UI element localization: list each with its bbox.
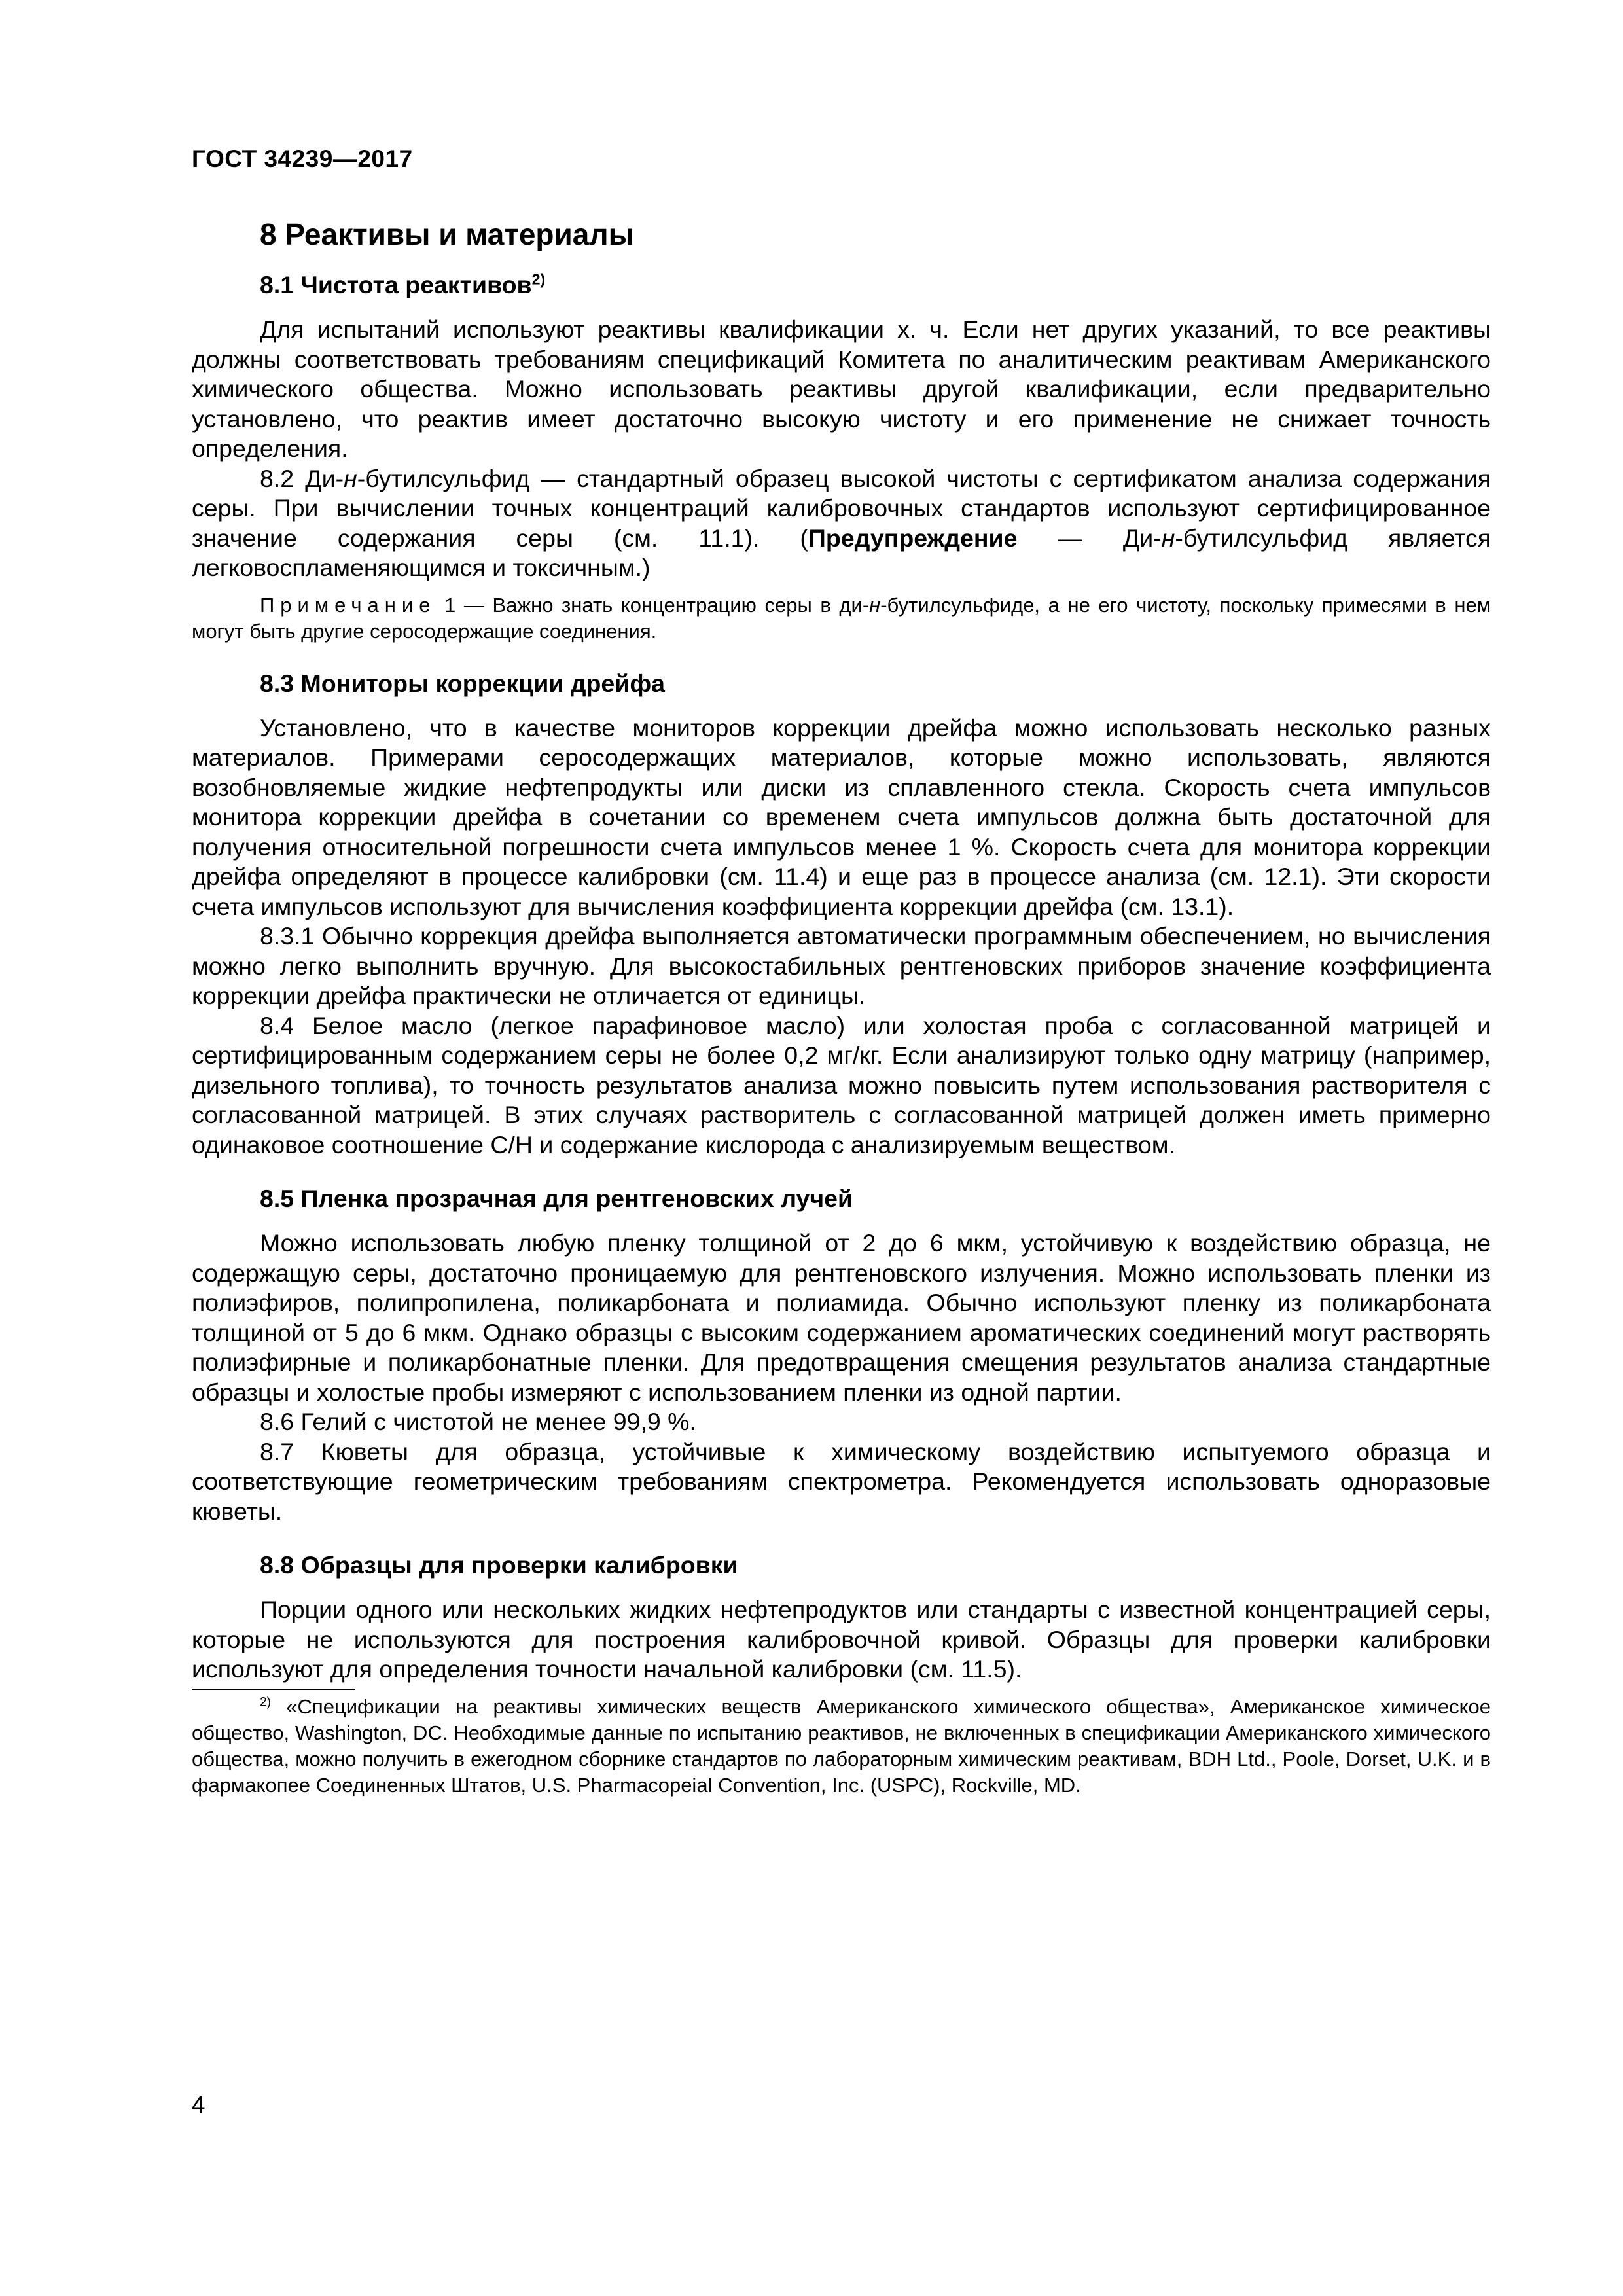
paragraph-8-5: Можно использовать любую пленку толщиной от 2 до 6 мкм, устойчивую к воздействию образца, не содержащую серы, достаточно проницаемую для рентгеновского излучения. Можно использовать пленки из полиэфиров, полипропилена, поликарбоната и полиамида. Обычно используют пленку из поликарбоната толщиной от 5 до 6 мкм. Однако образцы с высоким содержанием ароматических соединений могут растворять полиэфирные и поликарбонатные пленки. Для предотвращения смещения результатов анализа стандартные образцы и холостые пробы измеряют с использованием пленки из одной партии. [192, 1229, 1491, 1406]
footnote-2 [192, 1694, 1491, 1799]
paragraph-8-8: Порции одного или нескольких жидких нефтепродуктов или стандарты с известной концентрацией серы, которые не используются для построения калибровочной кривой. Образцы для проверки калибровки используют для определения точности начальной калибровки (см. 11.5). [192, 1596, 1491, 1683]
footnote-text: «Спецификации на реактивы химических веществ Американского химического общества», Американское химическое общество, Washington, DC. Необходимые данные по испытанию реактивов, не включенных в спецификации Американского химического общества, можно получить в ежегодном сборнике стандартов по лабораторным химическим реактивам, BDH Ltd., Poole, Dorset, U.K. и в фармакопее Соединенных Штатов, U.S. Pharmacopeial Convention, Inc. (USPC), Rockville, MD. [192, 1695, 1491, 1797]
text-fragment: 8.2 Ди- [260, 464, 344, 492]
text-fragment-italic: н [344, 464, 357, 492]
section-title: 8 Реактивы и материалы [260, 217, 634, 251]
paragraph-8-4: 8.4 Белое масло (легкое парафиновое масло) или холостая проба с согласованной матрицей и сертифицированным содержанием серы не более 0,2 мг/кг. Если анализируют только одну матрицу (например, дизельного топлива), то точность результатов анализа можно повысить путем использования растворителя с согласованной матрицей. В этих случаях растворитель с согласованной матрицей должен иметь примерно одинаковое соотношение С/Н и содержание кислорода с анализируемым веществом. [192, 1011, 1491, 1158]
footnote-mark: 2) [260, 1695, 272, 1710]
text-fragment: — Ди- [1017, 524, 1162, 552]
paragraph-8-7: 8.7 Кюветы для образца, устойчивые к химическому воздействию испытуемого образца и соответствующие геометрическим требованиям спектрометра. Рекомендуется использовать одноразовые кюветы. [192, 1437, 1491, 1525]
subsection-title-8-1 [260, 270, 1491, 300]
footnote-reference: 2) [531, 270, 546, 288]
text-fragment: -бутилсульфид является легковоспламеняющимся и токсичным.) [192, 524, 1491, 581]
paragraph-8-2 [192, 464, 1491, 583]
footnote-separator [192, 1689, 355, 1690]
warning-label: Предупреждение [808, 524, 1018, 552]
paragraph-8-6: 8.6 Гелий с чистотой не менее 99,9 %. [260, 1408, 696, 1435]
text-fragment: 1 — Важно знать концентрацию серы в ди- [436, 593, 870, 617]
note-label: Примечание [260, 593, 437, 617]
page-number: 4 [192, 2091, 205, 2118]
text-fragment: -бутилсульфиде, а не его чистоту, поскольку примесями в нем могут быть другие серосодержащие соединения. [192, 593, 1491, 643]
text-fragment-italic: н [1161, 524, 1175, 552]
paragraph-8-3-1: 8.3.1 Обычно коррекция дрейфа выполняется автоматически программным обеспечением, но вычисления можно легко выполнить вручную. Для высокостабильных рентгеновских приборов значение коэффициента коррекции дрейфа практически не отличается от единицы. [192, 922, 1491, 1009]
paragraph-8-3: Установлено, что в качестве мониторов коррекции дрейфа можно использовать несколько разных материалов. Примерами серосодержащих материалов, которые можно использовать, являются возобновляемые жидкие нефтепродукты или диски из сплавленного стекла. Скорость счета импульсов монитора коррекции дрейфа в сочетании со временем счета импульсов должна быть достаточной для получения относительной погрешности счета импульсов менее 1 %. Скорость счета для монитора коррекции дрейфа определяют в процессе калибровки (см. 11.4) и еще раз в процессе анализа (см. 12.1). Эти скорости счета импульсов используют для вычисления коэффициента коррекции дрейфа (см. 13.1). [192, 713, 1491, 920]
page-content [192, 216, 1491, 1799]
subsection-title-8-8: 8.8 Образцы для проверки калибровки [260, 1551, 738, 1579]
text-fragment: -бутилсульфид — стандартный образец высокой чистоты с сертификатом анализа содержания серы. При вычислении точных концентраций калибровочных стандартов используют сертифицированное значение содержания серы (см. 11.1). ( [192, 464, 1491, 552]
paragraph-8-1: Для испытаний используют реактивы квалификации х. ч. Если нет других указаний, то все реактивы должны соответствовать требованиям спецификаций Комитета по аналитическим реактивам Американского химического общества. Можно использовать реактивы другой квалификации, если предварительно установлено, что реактив имеет достаточно высокую чистоту и его применение не снижает точность определения. [192, 315, 1491, 462]
document-code-header: ГОСТ 34239—2017 [192, 145, 413, 172]
subsection-title-8-5: 8.5 Пленка прозрачная для рентгеновских лучей [260, 1185, 853, 1212]
note-1 [192, 592, 1491, 645]
text-fragment-italic: н [869, 593, 881, 617]
subsection-title-8-1-text: 8.1 Чистота реактивов [260, 271, 532, 298]
subsection-title-8-3: 8.3 Мониторы коррекции дрейфа [260, 669, 666, 697]
